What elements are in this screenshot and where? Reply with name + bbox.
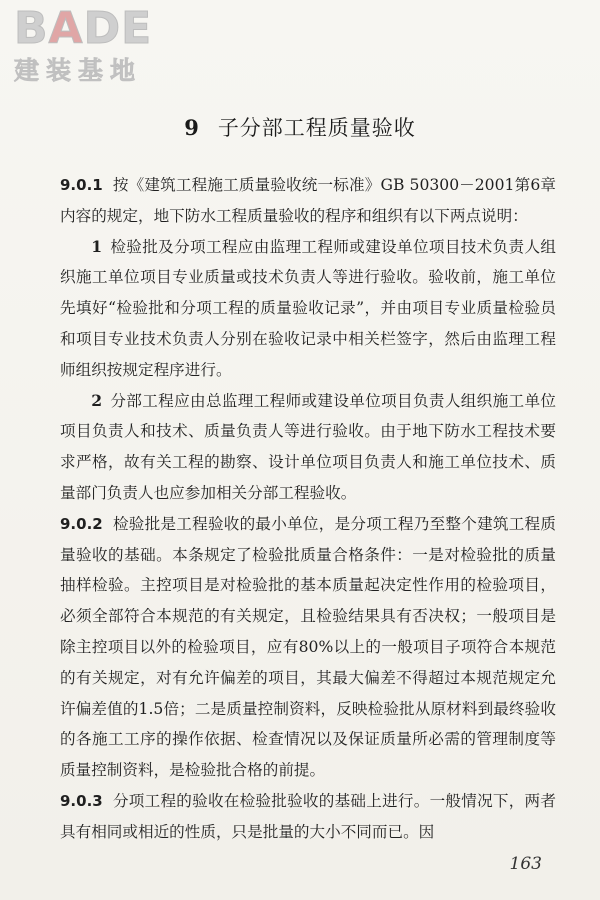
chapter-title: 子分部工程质量验收 [217, 116, 416, 140]
clause-text: 分项工程的验收在检验批验收的基础上进行。一般情况下，两者具有相同或相近的性质，只是批量的大小不同而已。因 [60, 791, 556, 841]
clause-number: 9.0.2 [60, 514, 103, 533]
item-text: 分部工程应由总监理工程师或建设单位项目负责人组织施工单位项目负责人和技术、质量负责人等进行验收。由于地下防水工程技术要求严格，故有关工程的勘察、设计单位项目负责人和施工单位技术、质量部门负责人也应参加相关分部工程验收。 [60, 391, 556, 502]
body-text [60, 170, 556, 848]
page-number: 163 [509, 854, 542, 874]
chapter-number: 9 [184, 115, 200, 140]
chapter-heading [0, 112, 600, 142]
logo-tagline: 建装基地 [14, 56, 143, 85]
section-9-0-2 [60, 509, 556, 786]
item-number: 1 [91, 236, 103, 256]
item-number: 2 [91, 390, 103, 410]
list-item [60, 386, 556, 509]
logo-brand: BADE [14, 3, 153, 54]
clause-text: 检验批是工程验收的最小单位，是分项工程乃至整个建筑工程质量验收的基础。本条规定了检验批质量合格条件：一是对检验批的质量抽样检验。主控项目是对检验批的基本质量起决定性作用的检验项目，必须全部符合本规范的有关规定，且检验结果具有否决权；一般项目是除主控项目以外的检验项目，应有80%以上的一般项目子项符合本规范的有关规定，对有允许偏差的项目，其最大偏差不得超过本规范规定允许偏差值的1.5倍；二是质量控制资料，反映检验批从原材料到最终验收的各施工工序的操作依据、检查情况以及保证质量所必需的管理制度等质量控制资料，是检验批合格的前提。 [60, 514, 556, 780]
clause-number: 9.0.3 [60, 791, 103, 810]
section-9-0-1 [60, 170, 556, 232]
clause-text: 按《建筑工程施工质量验收统一标准》GB 50300－2001第6章内容的规定，地下防水工程质量验收的程序和组织有以下两点说明： [60, 176, 556, 225]
item-text: 检验批及分项工程应由监理工程师或建设单位项目技术负责人组织施工单位项目专业质量或技术负责人等进行验收。验收前，施工单位先填好“检验批和分项工程的质量验收记录”，并由项目专业质量检验员和项目专业技术负责人分别在验收记录中相关栏签字，然后由监理工程师组织按规定程序进行。 [60, 237, 556, 379]
section-9-0-3 [60, 786, 556, 848]
list-item [60, 232, 556, 386]
clause-number: 9.0.1 [60, 176, 103, 194]
watermark-logo [14, 3, 184, 86]
